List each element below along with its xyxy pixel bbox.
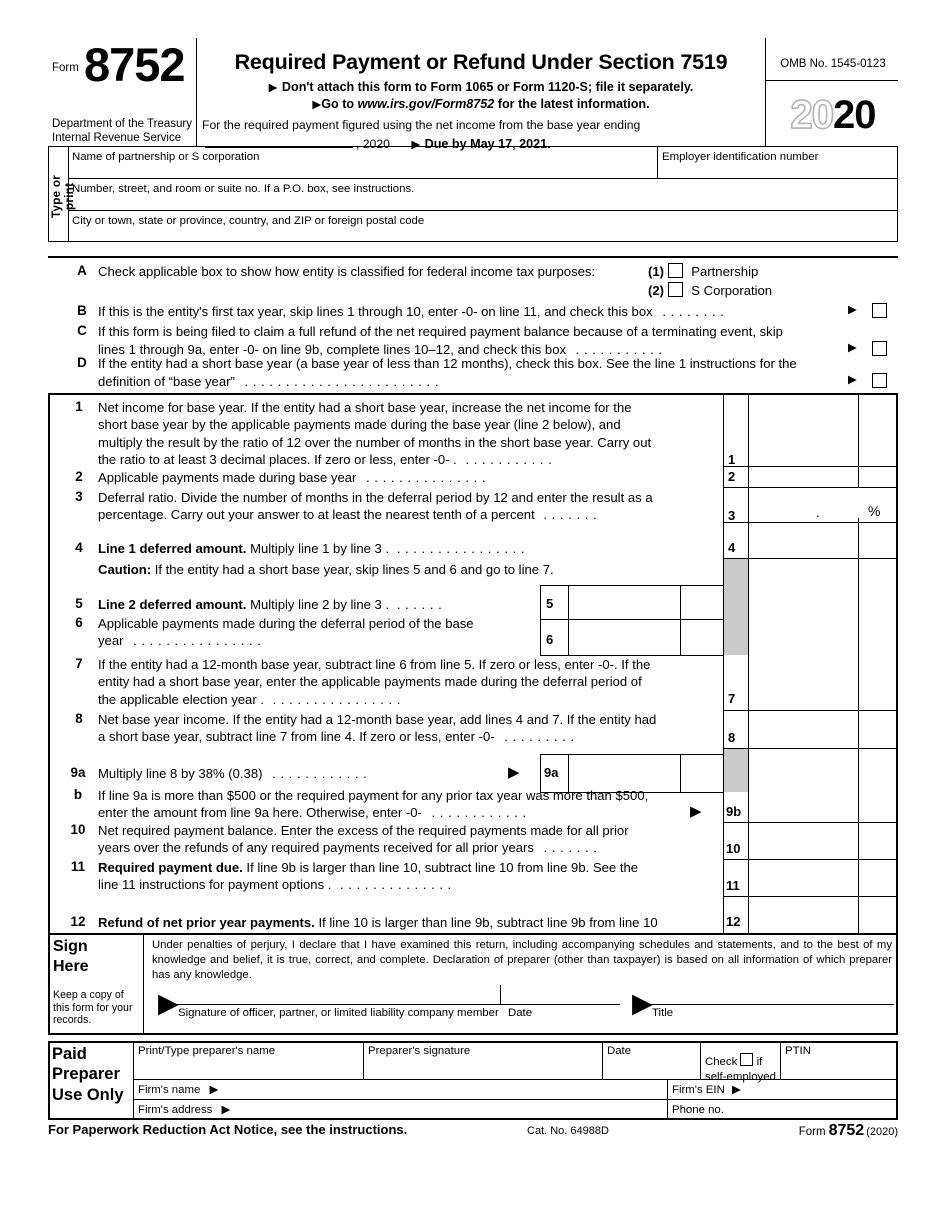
entity-name-label: Name of partnership or S corporation — [72, 151, 260, 163]
omb-divider — [765, 80, 898, 81]
line-7-bottom-rule — [723, 710, 898, 711]
line-9a-number: 9a — [70, 765, 86, 780]
line-12-box-number: 12 — [726, 914, 741, 929]
line-1-cents-input[interactable] — [862, 440, 892, 462]
page-title: Required Payment or Refund Under Section 7519 — [234, 50, 728, 74]
preparer-row1-bottom — [133, 1079, 896, 1080]
preparer-sig-divider — [363, 1041, 364, 1079]
line-7-text: If the entity had a 12-month base year, subtract line 6 from line 5. If zero or less, enter -0-. If the entity had a short base year, enter the applicable payments made during the deferral period of the applicable election year . . . . . . . . . . . . . . . . . — [98, 657, 651, 707]
footer-form-id: Form 8752 (2020) — [798, 1122, 898, 1139]
line-4-text: Line 1 deferred amount. Multiply line 1 by line 3 . . . . . . . . . . . . . . . . . Caution: If the entity had a short base year, skip lines 5 and 6 and go to line 7. — [98, 541, 554, 578]
department-label: Department of the Treasury Internal Revenue Service — [52, 118, 192, 145]
line-11-box-number: 11 — [726, 878, 740, 893]
firm-address-arrow-icon: ▶ — [221, 1104, 231, 1116]
line-4-number: 4 — [75, 540, 83, 555]
omb-number: OMB No. 1545-0123 — [780, 58, 886, 70]
signature-date-label: Date — [508, 1007, 533, 1019]
line-11-bottom-rule — [723, 896, 898, 897]
line-7-cents-input[interactable] — [862, 690, 892, 708]
header-divider-right — [765, 38, 766, 146]
line-5-cents-input[interactable] — [684, 595, 716, 613]
line-11-cents-input[interactable] — [862, 877, 892, 895]
line-12-text: Refund of net prior year payments. If line 10 is larger than line 9b, subtract line 9b from line 10 — [98, 915, 658, 930]
tax-year: 2020 — [790, 93, 876, 137]
line-8-box-number: 8 — [728, 730, 736, 745]
entity-name-input[interactable] — [72, 163, 652, 176]
base-year-ending-row: For the required payment figured using the net income from the base year ending , 2020 — [202, 118, 641, 151]
line-5-number: 5 — [75, 596, 83, 611]
phone-input[interactable] — [740, 1103, 890, 1117]
firm-address-label: Firm's address ▶ — [138, 1104, 231, 1116]
paid-preparer-heading-divider — [133, 1041, 134, 1120]
header-divider-left — [196, 38, 197, 146]
line-9b-dollars-input[interactable] — [752, 803, 854, 821]
amount-col-num-divider — [723, 393, 724, 933]
amount-col-dollars-divider — [748, 393, 749, 933]
line-5-box-number: 5 — [546, 596, 554, 611]
entity-city-input[interactable] — [72, 227, 892, 240]
keep-copy-note: Keep a copy of this form for your records. — [53, 989, 133, 1026]
shaded-cell-lines-5-6 — [724, 559, 748, 655]
preparer-ptin-divider — [780, 1041, 781, 1079]
self-employed-checkbox[interactable] — [740, 1053, 753, 1066]
item-a-option-2[interactable]: (2) S Corporation — [648, 283, 773, 298]
line-10-number: 10 — [70, 822, 86, 837]
form-word-label: Form — [52, 62, 79, 74]
line-9b-number: b — [73, 787, 83, 802]
paperwork-notice: For Paperwork Reduction Act Notice, see the instructions. — [48, 1122, 408, 1137]
line-5-dollars-input[interactable] — [572, 595, 676, 613]
s-corporation-checkbox[interactable] — [668, 282, 683, 297]
item-c-checkbox-wrap[interactable] — [872, 341, 887, 359]
entity-city-label: City or town, state or province, country, and ZIP or foreign postal code — [72, 215, 425, 227]
triangle-icon: ▶ — [312, 99, 322, 111]
line-8-cents-input[interactable] — [862, 729, 892, 747]
line-8-number: 8 — [75, 711, 83, 726]
item-b-letter: B — [77, 303, 87, 318]
firm-name-input[interactable] — [230, 1083, 660, 1097]
type-or-print-label: Type or print — [50, 174, 76, 218]
signature-date-divider — [500, 985, 501, 1005]
firm-name-label: Firm's name ▶ — [138, 1084, 219, 1096]
entity-ein-divider — [657, 146, 658, 178]
line-4-bottom-rule — [723, 558, 898, 559]
entity-row-sep-1 — [68, 178, 898, 179]
item-b-checkbox-wrap[interactable] — [872, 303, 887, 321]
line-12-cents-input[interactable] — [862, 913, 892, 931]
line-7-dollars-input[interactable] — [752, 690, 854, 708]
line-4-box-number: 4 — [728, 540, 736, 555]
item-d-arrow-icon: ▶ — [848, 374, 857, 386]
line-11-number: 11 — [70, 859, 86, 874]
line-11-text: Required payment due. If line 9b is larger than line 10, subtract line 10 from line 9b. See the line 11 instructions for payment options . . . . . . . . . . . . . . . — [98, 860, 639, 893]
title-arrow-icon: ▶ — [632, 988, 653, 1019]
entity-street-input[interactable] — [72, 195, 892, 208]
line-6-number: 6 — [75, 615, 83, 630]
preparer-date-input[interactable] — [607, 1058, 695, 1074]
subtitle-dont-attach: ▶ Don't attach this form to Form 1065 or Form 1120-S; file it separately. — [268, 80, 694, 94]
line-9a-arrow-icon: ▶ — [508, 764, 520, 781]
signature-arrow-icon: ▶ — [158, 988, 179, 1019]
lines-top-rule — [48, 393, 898, 395]
line-11-dollars-input[interactable] — [752, 877, 854, 895]
preparer-name-label: Print/Type preparer's name — [138, 1045, 276, 1057]
line-9b-cents-input[interactable] — [862, 803, 892, 821]
line-3-number: 3 — [75, 489, 83, 504]
line-1-text: Net income for base year. If the entity had a short base year, increase the net income for the short base year by the applicable payments made during the base year (line 2 below), and multiply the result by the ratio of 12 over the number of months in the short base year. Carry out the ratio to at least 3 decimal places. If zero or less, enter -0- . . . . . . . . . . . . — [98, 400, 652, 467]
sign-here-heading: Sign Here — [53, 938, 89, 975]
line-1-dollars-input[interactable] — [752, 440, 854, 462]
preparer-check-divider — [700, 1041, 701, 1079]
lines-left-border — [48, 393, 50, 933]
item-a-text: Check applicable box to show how entity is classified for federal income tax purposes: — [98, 264, 596, 279]
firm-address-input[interactable] — [236, 1103, 660, 1117]
line-6-text: Applicable payments made during the deferral period of the base year . . . . . . . . . . . . . . . . — [98, 616, 474, 649]
item-c-arrow-icon: ▶ — [848, 342, 857, 354]
line-4-dollars-input[interactable] — [752, 539, 854, 557]
preparer-signature-label: Preparer's signature — [368, 1045, 471, 1057]
line-10-cents-input[interactable] — [862, 840, 892, 858]
firm-ein-label: Firm's EIN ▶ — [672, 1084, 741, 1096]
preparer-name-input[interactable] — [138, 1058, 356, 1074]
line-10-bottom-rule — [723, 859, 898, 860]
cat-number: Cat. No. 64988D — [527, 1125, 609, 1137]
firm-ein-arrow-icon: ▶ — [731, 1084, 741, 1096]
firm-ein-input[interactable] — [762, 1083, 890, 1097]
line-3-percent-int-input[interactable] — [752, 505, 814, 523]
title-input[interactable] — [650, 988, 894, 1005]
form-number: 8752 — [84, 38, 185, 91]
line-10-box-number: 10 — [726, 841, 741, 856]
line-2-bottom-rule — [723, 487, 898, 488]
line-5-bottom-rule — [540, 619, 723, 620]
lines-right-border — [896, 393, 898, 933]
line-9b-bottom-rule — [723, 822, 898, 823]
line-9a-dollars-input[interactable] — [574, 764, 676, 782]
line-2-text: Applicable payments made during base year . . . . . . . . . . . . . . . — [98, 470, 487, 485]
signature-label: Signature of officer, partner, or limited liability company member — [178, 1007, 499, 1019]
preparer-date-label: Date — [607, 1045, 632, 1057]
line-8-bottom-rule — [723, 748, 898, 749]
line-10-text: Net required payment balance. Enter the excess of the required payments made for all prior years over the refunds of any required payments received for all prior years . . . . . . . — [98, 823, 629, 856]
title-label: Title — [652, 1007, 674, 1019]
ptin-input[interactable] — [785, 1058, 891, 1074]
ptin-label: PTIN — [785, 1045, 811, 1057]
item-a-letter: A — [77, 263, 87, 278]
signature-date-input[interactable] — [506, 988, 616, 1004]
first-tax-year-checkbox[interactable] — [872, 303, 887, 318]
preparer-date-divider — [602, 1041, 603, 1079]
item-d-text-line2: definition of “base year” . . . . . . . . . . . . . . . . . . . . . . . . — [98, 374, 439, 389]
line-3-decimal-point: . — [816, 505, 820, 520]
line-3-bottom-rule — [723, 522, 898, 523]
entity-ein-input[interactable] — [662, 163, 892, 176]
line-9a-cents-input[interactable] — [684, 764, 716, 782]
line-3-text: Deferral ratio. Divide the number of months in the deferral period by 12 and enter the result as a percentage. Carry out your answer to at least the nearest tenth of a percent . . . . . . . — [98, 490, 653, 523]
sign-here-divider — [143, 933, 144, 1035]
line-2-cents-input[interactable] — [862, 468, 892, 486]
line-6-dollars-input[interactable] — [572, 631, 676, 649]
lines-5-6-cents-divider — [680, 585, 681, 655]
item-b-text: If this is the entity's first tax year, skip lines 1 through 10, enter -0- on line 11, and check this box . . . . . . . . — [98, 304, 725, 319]
line-10-dollars-input[interactable] — [752, 840, 854, 858]
line-9a-text: Multiply line 8 by 38% (0.38) . . . . . . . . . . . . — [98, 766, 368, 781]
firm-name-arrow-icon: ▶ — [209, 1084, 219, 1096]
line-9b-arrow-icon: ▶ — [690, 803, 702, 820]
line-8-dollars-input[interactable] — [752, 729, 854, 747]
line-2-number: 2 — [75, 469, 83, 484]
paid-preparer-heading: Paid Preparer Use Only — [52, 1045, 124, 1104]
terminating-event-refund-checkbox[interactable] — [872, 341, 887, 356]
line-7-box-number: 7 — [728, 691, 736, 706]
line-1-bottom-rule — [723, 466, 898, 467]
line-4-cents-input[interactable] — [862, 539, 892, 557]
item-d-text-line1: If the entity had a short base year (a base year of less than 12 months), check this box. See the line 1 instructions for the — [98, 356, 797, 371]
line-5-text: Line 2 deferred amount. Multiply line 2 by line 3 . . . . . . . — [98, 597, 443, 612]
line-9b-text: If line 9a is more than $500 or the required payment for any prior tax year was more than $500, enter the amount from line 9a here. Otherwise, enter -0- . . . . . . . . . . . . — [98, 788, 649, 821]
phone-label: Phone no. — [672, 1104, 724, 1116]
line-12-dollars-input[interactable] — [752, 913, 854, 931]
line-8-text: Net base year income. If the entity had a 12-month base year, add lines 4 and 7. If the entity had a short base year, subtract line 7 from line 4. If zero or less, enter -0- . . . . . . . . . — [98, 712, 657, 745]
item-c-text-line1: If this form is being filed to claim a full refund of the net required payment balance because of a terminating event, skip — [98, 324, 783, 339]
line-2-dollars-input[interactable] — [752, 468, 854, 486]
irs-url[interactable]: www.irs.gov/Form8752 — [357, 97, 495, 111]
item-c-letter: C — [77, 323, 87, 338]
line-12-number: 12 — [70, 914, 86, 929]
line-1-number: 1 — [75, 399, 83, 414]
line-6-box-number: 6 — [546, 632, 554, 647]
perjury-statement: Under penalties of perjury, I declare that I have examined this return, including accompanying schedules and statements, and to the best of my knowledge and belief, it is true, correct, and complete. Declaration of preparer (other than taxpayer) is based on all information of which preparer has any knowledge. — [152, 939, 892, 981]
triangle-icon: ▶ — [268, 82, 278, 94]
partnership-checkbox[interactable] — [668, 263, 683, 278]
lines-5-6-num-divider — [568, 585, 569, 655]
due-by-row: ▶ Due by May 17, 2021. — [411, 137, 551, 151]
item-d-letter: D — [77, 355, 87, 370]
line-9b-box-number: 9b — [726, 804, 742, 819]
preparer-firm-divider — [667, 1079, 668, 1120]
self-employed-check[interactable]: Check if self-employed — [705, 1053, 779, 1085]
preparer-row2-bottom — [133, 1099, 896, 1100]
section-ad-top-rule — [48, 256, 898, 258]
item-b-arrow-icon: ▶ — [848, 304, 857, 316]
shaded-cell-line-9a — [724, 749, 748, 792]
entity-ein-label: Employer identification number — [662, 151, 819, 163]
line-2-box-number: 2 — [728, 469, 736, 484]
entity-street-label: Number, street, and room or suite no. If a P.O. box, see instructions. — [72, 183, 415, 195]
line-9a-box-number: 9a — [544, 765, 559, 780]
line-6-cents-input[interactable] — [684, 631, 716, 649]
line-1-box-number: 1 — [728, 452, 736, 467]
preparer-signature-input[interactable] — [368, 1058, 596, 1074]
item-d-checkbox-wrap[interactable] — [872, 373, 887, 391]
triangle-icon: ▶ — [411, 139, 421, 151]
line-7-number: 7 — [75, 656, 83, 671]
short-base-year-checkbox[interactable] — [872, 373, 887, 388]
line-3-box-number: 3 — [728, 508, 736, 523]
item-a-option-1[interactable]: (1) Partnership — [648, 264, 759, 279]
subtitle-go-to: ▶Go to www.irs.gov/Form8752 for the latest information. — [312, 97, 650, 111]
line-3-percent-sign: % — [868, 503, 881, 519]
amount-col-cents-divider — [858, 393, 859, 933]
item-c-text-line2: lines 1 through 9a, enter -0- on line 9b, complete lines 10–12, and check this box . . . . . . . . . . . — [98, 342, 663, 357]
line-3-percent-dec-input[interactable] — [826, 505, 864, 523]
entity-row-sep-2 — [68, 210, 898, 211]
